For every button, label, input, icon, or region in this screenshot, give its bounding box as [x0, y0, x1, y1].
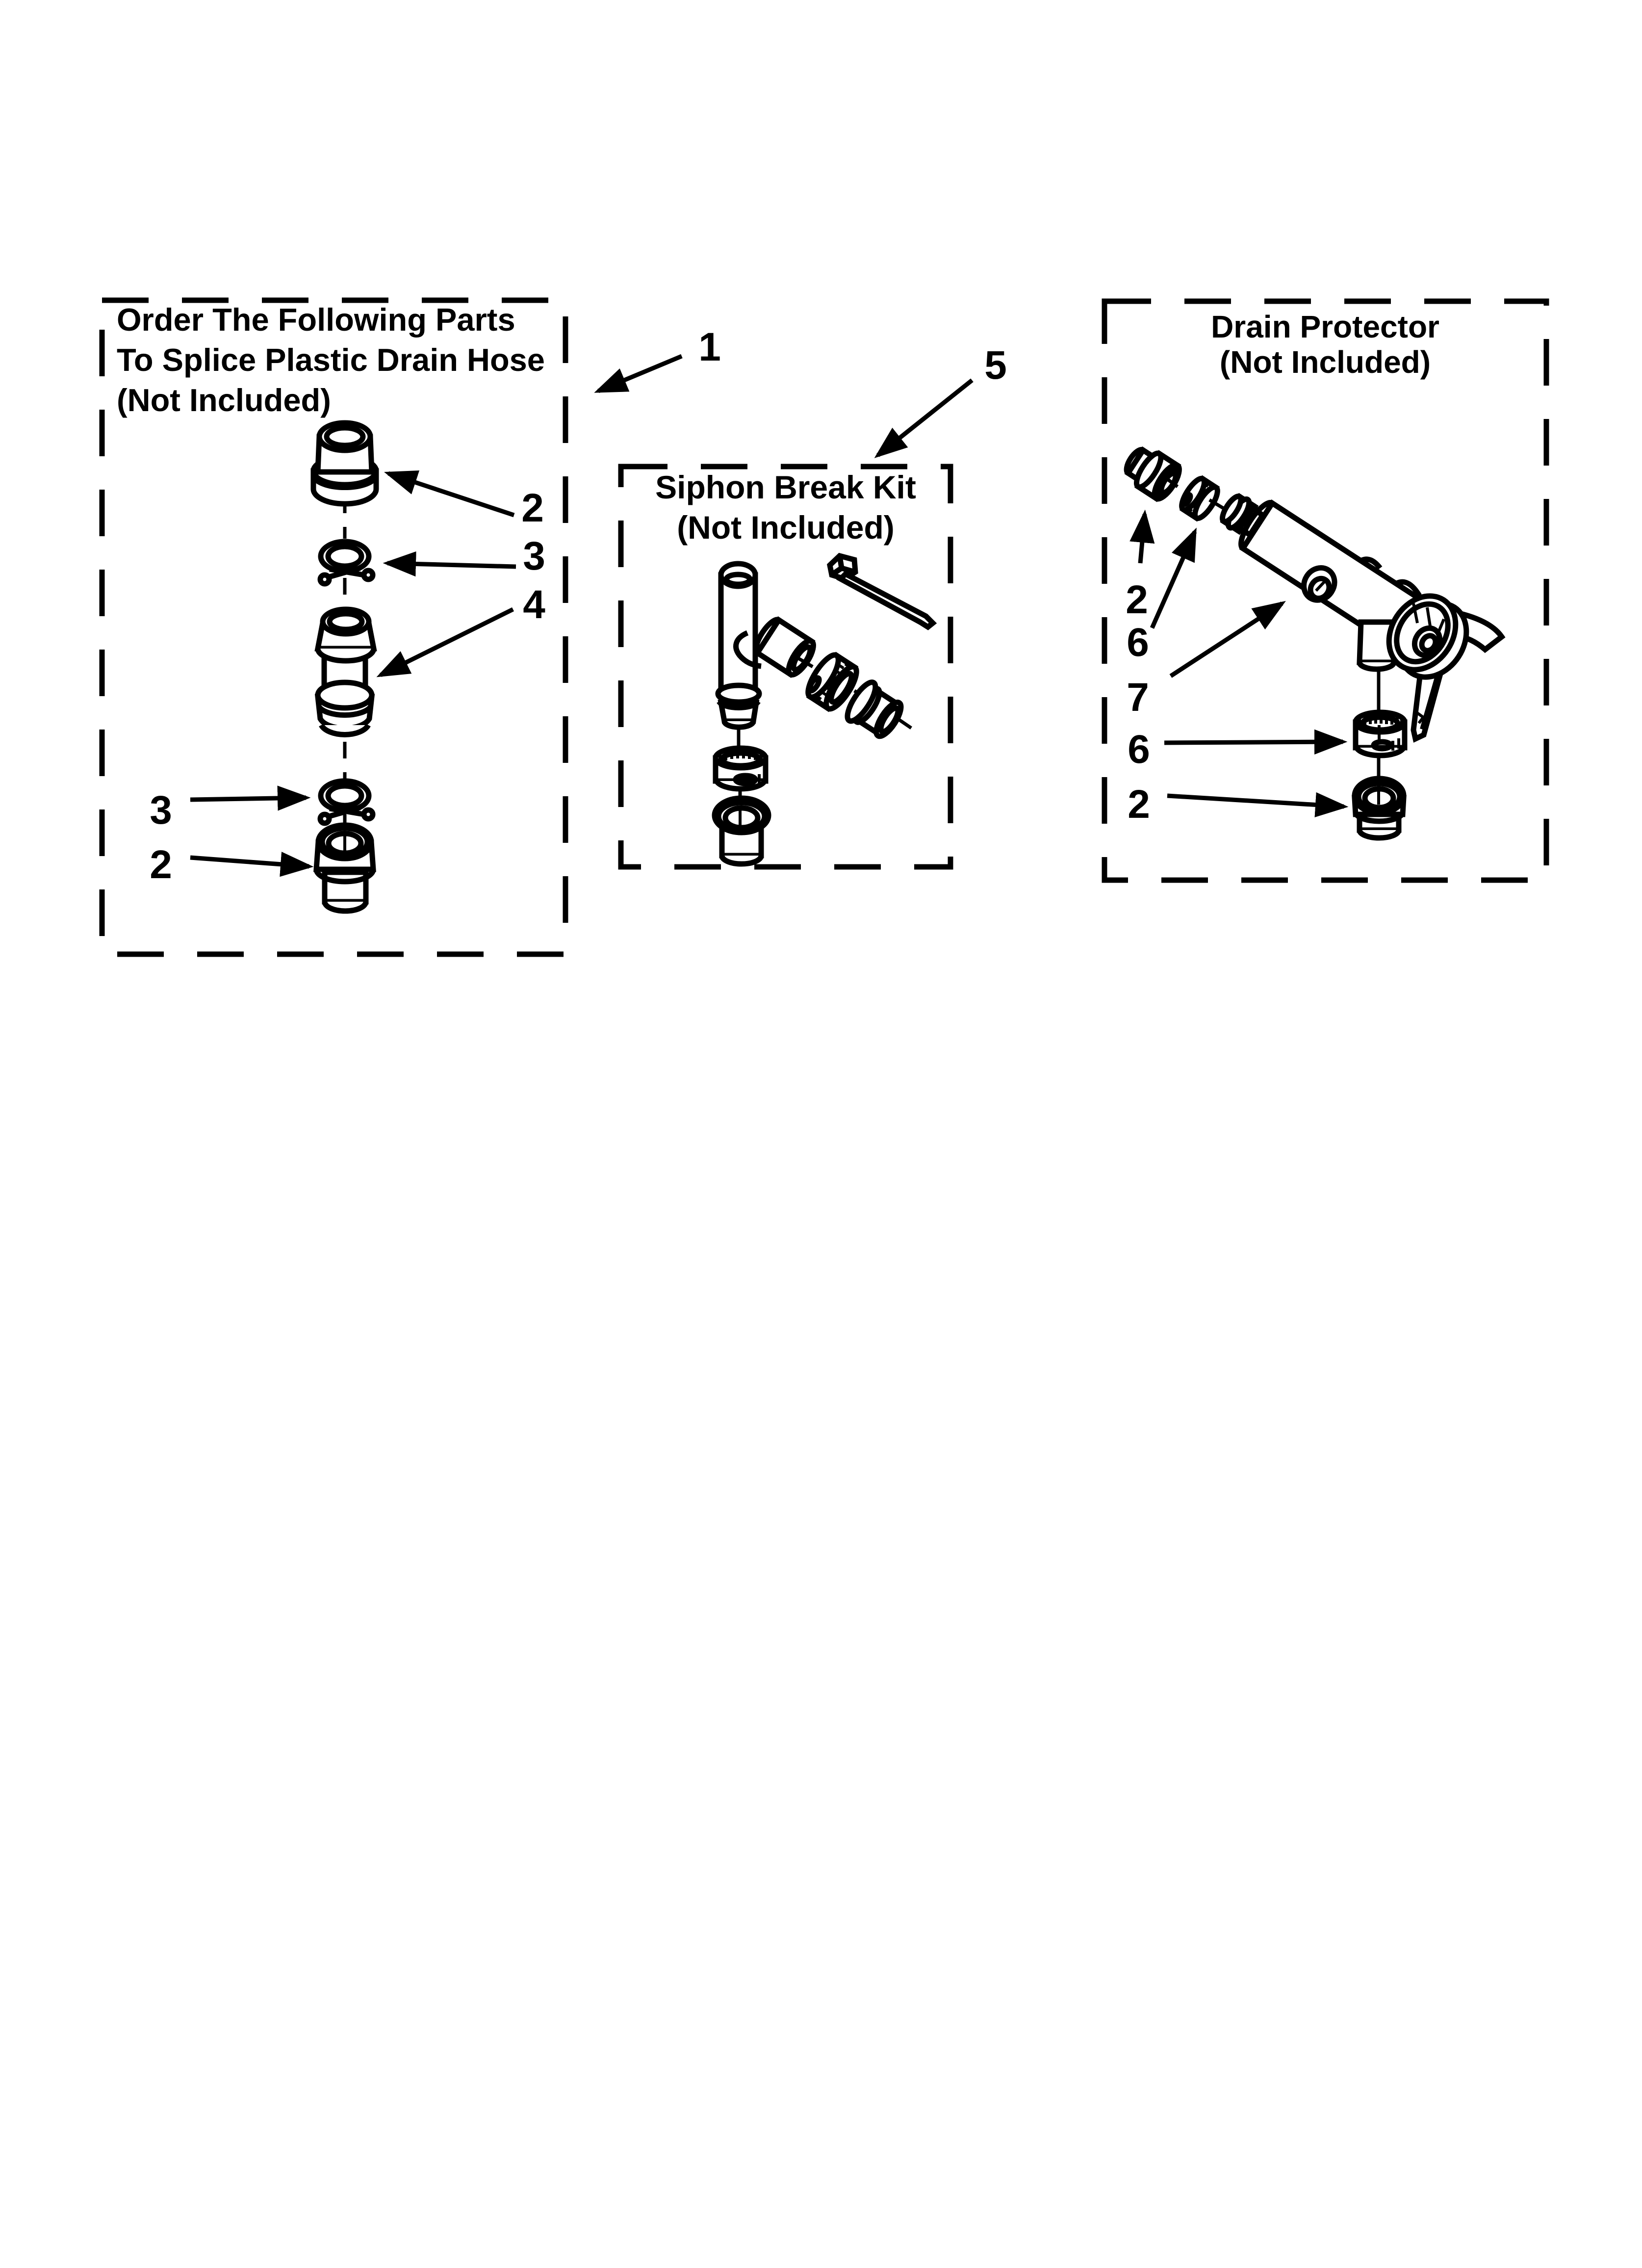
- leader-splice-coupler-top: [388, 473, 514, 515]
- callout-splice-panel: 1: [698, 325, 721, 369]
- panel-drain-title-line2: (Not Included): [1219, 344, 1431, 380]
- leader-drain-cup-top: [1140, 514, 1145, 563]
- callout-drain-clamp-top: 6: [1127, 620, 1149, 665]
- callout-splice-clamp-bottom: 3: [150, 788, 172, 833]
- siphon-cable-tie-drawing: [830, 556, 933, 627]
- leader-splice-clamp-bottom: [190, 798, 306, 800]
- leader-drain-cup-bottom: [1167, 796, 1344, 807]
- leader-splice-coupling: [381, 609, 513, 675]
- leader-splice-coupler-bottom: [190, 858, 309, 866]
- drain-adapter-drawing: [1210, 483, 1502, 739]
- leader-drain-clamp-bottom: [1164, 742, 1343, 743]
- panel-siphon: [621, 467, 950, 867]
- drain-cup-top-drawing: [1120, 442, 1184, 502]
- callout-siphon-kit: 5: [984, 343, 1007, 388]
- splice-coupler-top-drawing: [313, 423, 376, 504]
- leader-siphon-kit: [878, 380, 972, 455]
- callout-drain-cup-top: 2: [1126, 577, 1148, 622]
- drain-clamp-ring-drawing: [1356, 711, 1405, 756]
- splice-coupling-drawing: [318, 609, 374, 734]
- leader-drain-clamp-top: [1152, 532, 1195, 628]
- panel-siphon-title-line1: Siphon Break Kit: [655, 469, 916, 505]
- splice-coupler-bottom-drawing: [316, 825, 373, 911]
- panel-drain-title-line1: Drain Protector: [1211, 309, 1439, 344]
- siphon-standpipe-drawing: [718, 564, 818, 727]
- callout-splice-coupler-bottom: 2: [150, 842, 172, 887]
- panel-splice: [102, 300, 565, 954]
- drain-ribbed-nut-drawing: [1178, 475, 1222, 521]
- leader-drain-adapter: [1171, 603, 1282, 676]
- siphon-cup-drawing: [715, 787, 769, 864]
- leader-splice-panel: [598, 356, 682, 391]
- siphon-grommet-drawing: [716, 726, 766, 789]
- callout-drain-clamp-bottom: 6: [1128, 727, 1150, 772]
- panel-splice-title-line3: (Not Included): [117, 382, 331, 418]
- callout-splice-clamp-top: 3: [523, 534, 545, 578]
- panel-splice-title-line1: Order The Following Parts: [117, 302, 515, 338]
- drain-cup-bottom-drawing: [1355, 779, 1404, 838]
- callout-splice-coupling: 4: [523, 582, 545, 627]
- splice-clamp-top-drawing: [320, 542, 373, 584]
- callout-splice-coupler-top: 2: [521, 486, 544, 530]
- panel-drain: [1104, 301, 1546, 880]
- panel-siphon-title-line2: (Not Included): [677, 509, 895, 546]
- callout-drain-cup-bottom: 2: [1128, 782, 1150, 827]
- callout-drain-adapter: 7: [1127, 675, 1149, 720]
- panel-splice-title-line2: To Splice Plastic Drain Hose: [117, 342, 545, 378]
- leader-splice-clamp-top: [387, 563, 516, 567]
